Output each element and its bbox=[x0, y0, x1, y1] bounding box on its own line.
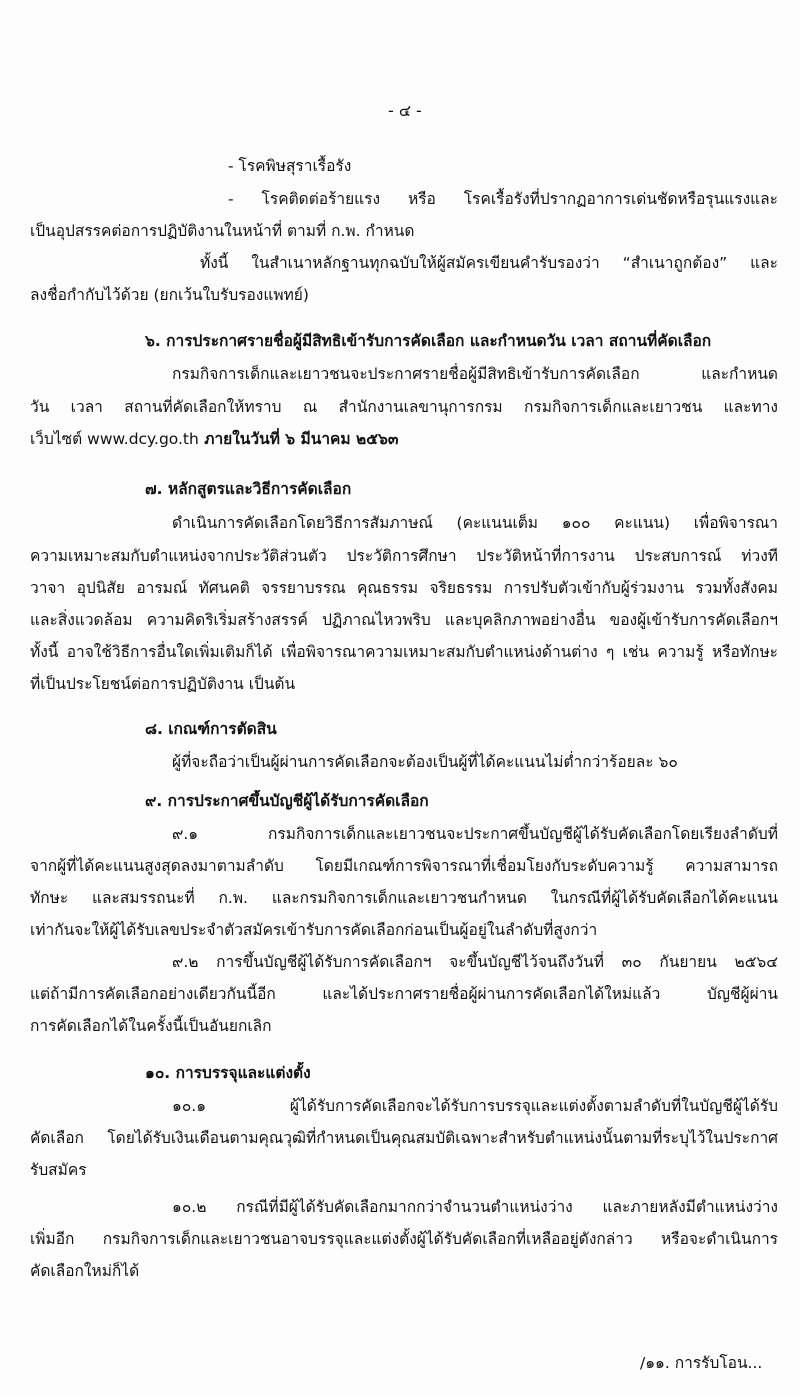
section-7-line-4: และสิ่งแวดล้อม ความคิดริเริ่มสร้างสรรค์ ปฏิภาณไหวพริบ และบุคลิกภาพอย่างอื่น ของผู้เข้ารับการคัดเลือกฯ bbox=[30, 611, 778, 629]
announcement-date: ภายในวันที่ ๖ มีนาคม ๒๕๖๓ bbox=[198, 430, 399, 448]
section-7-heading: ๗. หลักสูตรและวิธีการคัดเลือก bbox=[145, 480, 352, 498]
page-number: - ๔ - bbox=[388, 101, 422, 120]
section-6-line-3 bbox=[30, 428, 770, 450]
section-9-2-line-3: การคัดเลือกได้ในครั้งนี้เป็นอันยกเลิก bbox=[30, 1017, 272, 1035]
section-10-1-line-3: รับสมัคร bbox=[30, 1161, 87, 1179]
section-10-heading: ๑๐. การบรรจุและแต่งตั้ง bbox=[145, 1064, 311, 1082]
certify-copies-line-cont: ลงชื่อกำกับไว้ด้วย (ยกเว้นใบรับรองแพทย์) bbox=[30, 286, 309, 304]
section-7-line-2: ความเหมาะสมกับตำแหน่งจากประวัติส่วนตัว ประวัติการศึกษา ประวัติหน้าที่การงาน ประสบการณ์ ท่วงที bbox=[30, 547, 778, 565]
next-page-continuation: /๑๑. การรับโอน... bbox=[640, 1354, 763, 1372]
section-10-1-line-1: ๑๐.๑ ผู้ได้รับการคัดเลือกจะได้รับการบรรจุและแต่งตั้งตามลำดับที่ในบัญชีผู้ได้รับ bbox=[172, 1097, 778, 1115]
section-9-heading: ๙. การประกาศขึ้นบัญชีผู้ได้รับการคัดเลือก bbox=[145, 792, 429, 810]
section-7-line-6: ที่เป็นประโยชน์ต่อการปฏิบัติงาน เป็นต้น bbox=[30, 675, 296, 693]
website-url-link[interactable]: www.dcy.go.th bbox=[87, 430, 199, 448]
section-9-2-line-1: ๙.๒ การขึ้นบัญชีผู้ได้รับการคัดเลือกฯ จะขึ้นบัญชีไว้จนถึงวันที่ ๓๐ กันยายน ๒๕๖๔ bbox=[172, 953, 778, 971]
section-7-line-3: วาจา อุปนิสัย อารมณ์ ทัศนคติ จรรยาบรรณ คุณธรรม จริยธรรม การปรับตัวเข้ากับผู้ร่วมงาน รวมทั้งสังคม bbox=[30, 579, 778, 597]
certify-copies-line: ทั้งนี้ ในสำเนาหลักฐานทุกฉบับให้ผู้สมัครเขียนคำรับรองว่า “สำเนาถูกต้อง” และ bbox=[200, 254, 778, 272]
section-6-line-1: กรมกิจการเด็กและเยาวชนจะประกาศรายชื่อผู้มีสิทธิเข้ารับการคัดเลือก และกำหนด bbox=[172, 365, 778, 383]
section-7-line-5: ทั้งนี้ อาจใช้วิธีการอื่นใดเพิ่มเติมก็ได้ เพื่อพิจารณาความเหมาะสมกับตำแหน่งด้านต่าง ๆ เช่น ความรู้ หรือทักษะ bbox=[30, 643, 778, 661]
section-7-line-1: ดำเนินการคัดเลือกโดยวิธีการสัมภาษณ์ (คะแนนเต็ม ๑๐๐ คะแนน) เพื่อพิจารณา bbox=[172, 514, 778, 532]
bullet-alcoholism: - โรคพิษสุราเรื้อรัง bbox=[228, 157, 352, 175]
section-9-2-line-2: แต่ถ้ามีการคัดเลือกอย่างเดียวกันนี้อีก และได้ประกาศรายชื่อผู้ผ่านการคัดเลือกได้ใหม่แล้ว บัญชีผู้ผ่าน bbox=[30, 985, 778, 1003]
section-9-1-line-3: ทักษะ และสมรรถนะที่ ก.พ. และกรมกิจการเด็กและเยาวชนกำหนด ในกรณีที่ผู้ได้รับคัดเลือกได้คะแนน bbox=[30, 889, 778, 907]
section-8-heading: ๘. เกณฑ์การตัดสิน bbox=[145, 720, 277, 738]
section-8-line-1: ผู้ที่จะถือว่าเป็นผู้ผ่านการคัดเลือกจะต้องเป็นผู้ที่ได้คะแนนไม่ต่ำกว่าร้อยละ ๖๐ bbox=[172, 753, 678, 771]
section-9-1-line-2: จากผู้ที่ได้คะแนนสูงสุดลงมาตามลำดับ โดยมีเกณฑ์การพิจารณาที่เชื่อมโยงกับระดับความรู้ ความสามารถ bbox=[30, 857, 778, 875]
section-10-2-line-3: คัดเลือกใหม่ก็ได้ bbox=[30, 1262, 140, 1280]
website-label: เว็บไซต์ bbox=[30, 430, 88, 448]
bullet-contagious-disease-cont: เป็นอุปสรรคต่อการปฏิบัติงานในหน้าที่ ตามที่ ก.พ. กำหนด bbox=[30, 222, 415, 240]
section-6-heading: ๖. การประกาศรายชื่อผู้มีสิทธิเข้ารับการคัดเลือก และกำหนดวัน เวลา สถานที่คัดเลือก bbox=[145, 332, 712, 350]
section-9-1-line-4: เท่ากันจะให้ผู้ได้รับเลขประจำตัวสมัครเข้ารับการคัดเลือกก่อนเป็นผู้อยู่ในลำดับที่สูงกว่า bbox=[30, 921, 598, 939]
section-10-1-line-2: คัดเลือก โดยได้รับเงินเดือนตามคุณวุฒิที่กำหนดเป็นคุณสมบัติเฉพาะสำหรับตำแหน่งนั้นตามที่ระบุไว้ในประกาศ bbox=[30, 1129, 778, 1147]
section-10-2-line-1: ๑๐.๒ กรณีที่มีผู้ได้รับคัดเลือกมากกว่าจำนวนตำแหน่งว่าง และภายหลังมีตำแหน่งว่าง bbox=[172, 1198, 778, 1216]
bullet-contagious-disease: - โรคติดต่อร้ายแรง หรือ โรคเรื้อรังที่ปรากฏอาการเด่นชัดหรือรุนแรงและ bbox=[228, 190, 778, 208]
section-10-2-line-2: เพิ่มอีก กรมกิจการเด็กและเยาวชนอาจบรรจุและแต่งตั้งผู้ได้รับคัดเลือกที่เหลืออยู่ดังกล่าว หรือจะดำเนินการ bbox=[30, 1230, 778, 1248]
section-9-1-line-1: ๙.๑ กรมกิจการเด็กและเยาวชนจะประกาศขึ้นบัญชีผู้ได้รับคัดเลือกโดยเรียงลำดับที่ bbox=[172, 825, 778, 843]
section-6-line-2: วัน เวลา สถานที่คัดเลือกให้ทราบ ณ สำนักงานเลขานุการกรม กรมกิจการเด็กและเยาวชน และทาง bbox=[30, 398, 778, 416]
